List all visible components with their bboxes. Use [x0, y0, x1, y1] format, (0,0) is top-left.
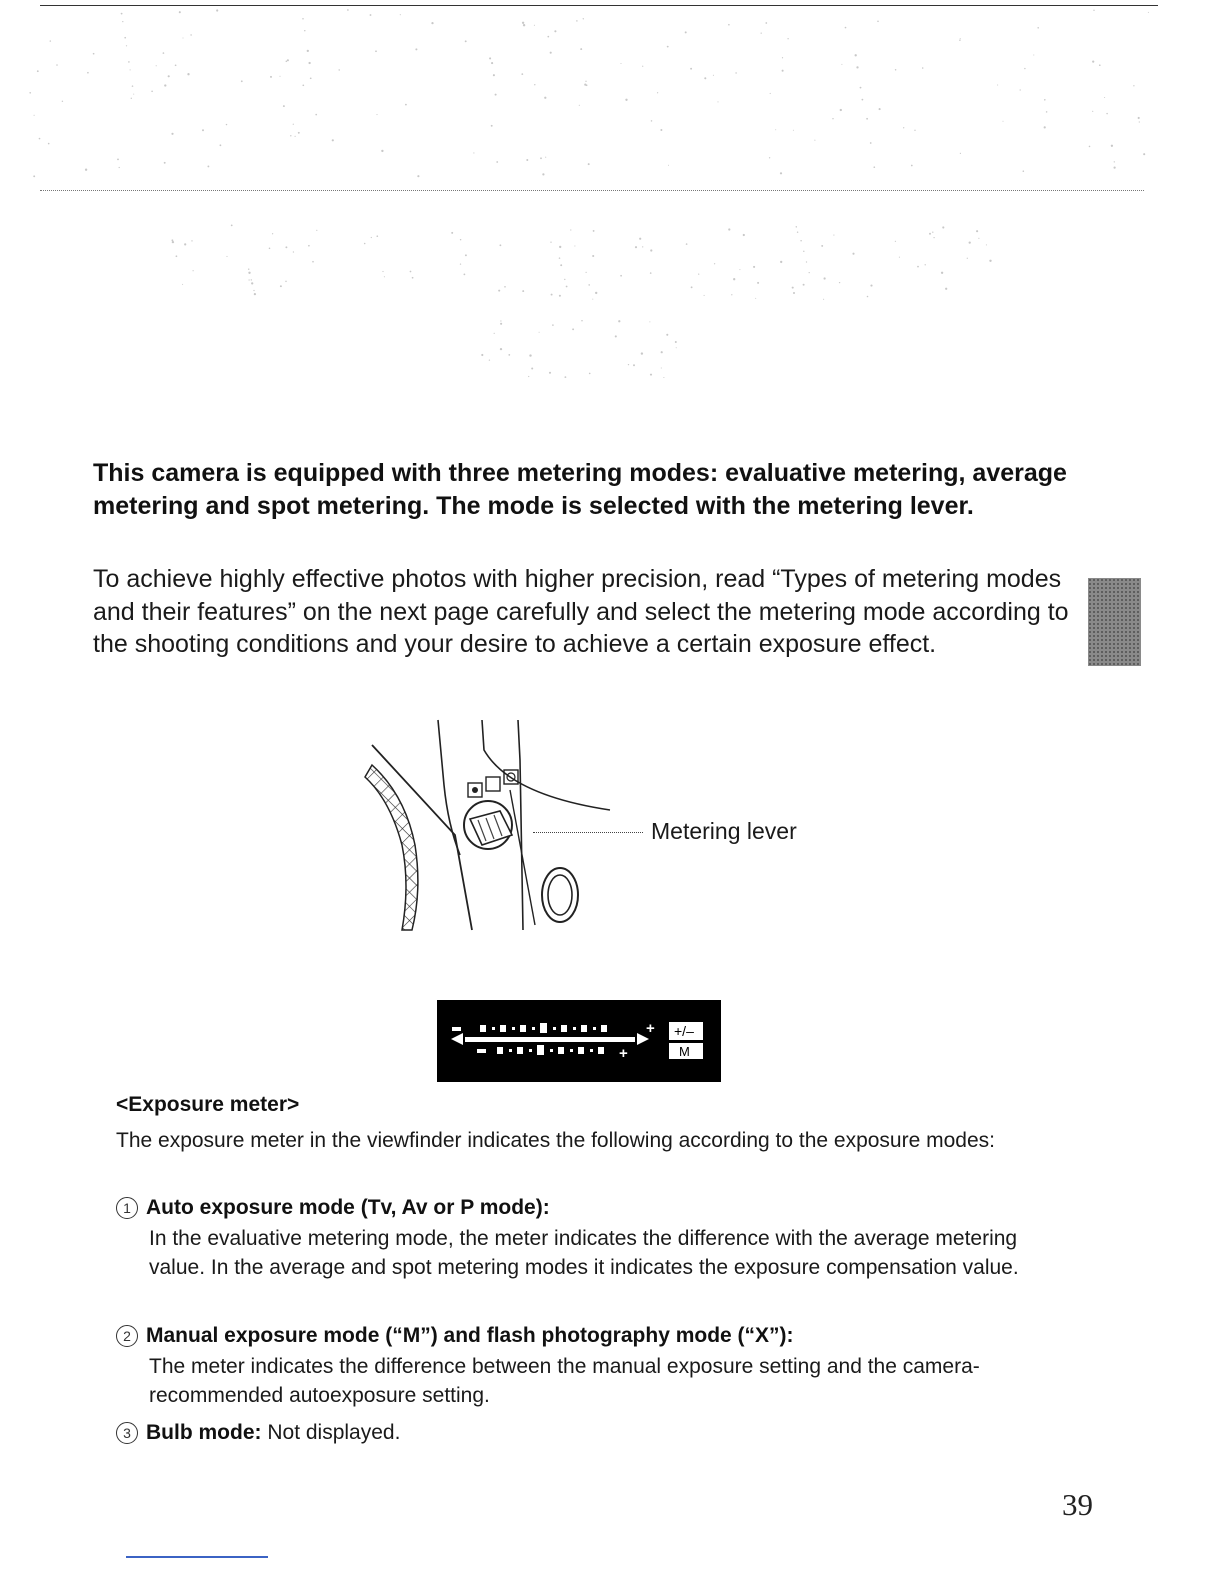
- exposure-meter-scale: [437, 1000, 721, 1082]
- bottom-rule: [126, 1556, 268, 1558]
- exposure-meter-heading: <Exposure meter>: [116, 1093, 300, 1116]
- page-number: 39: [1062, 1487, 1093, 1522]
- list-item: [116, 1420, 1076, 1446]
- list-item-heading: [116, 1420, 1076, 1446]
- meter-plus-sign: +: [646, 1020, 655, 1037]
- list-item-heading: [116, 1195, 1076, 1221]
- meter-minus-mark: [452, 1027, 461, 1031]
- exposure-meter-intro: The exposure meter in the viewfinder indicates the following according to the exposure modes:: [116, 1129, 995, 1152]
- list-item-inline-text: Not displayed.: [267, 1421, 401, 1444]
- metering-lever-callout: Metering lever: [651, 818, 797, 844]
- circled-number-2: 2: [116, 1325, 138, 1347]
- list-item: [116, 1323, 1076, 1410]
- body-paragraph: To achieve highly effective photos with higher precision, read “Types of metering modes and their features” on the next page carefully and select the metering mode according to the shooting conditions and your desire to achieve a certain exposure effect.: [93, 565, 1069, 658]
- circled-number-3: 3: [116, 1422, 138, 1444]
- plus-minus-icon: +/–: [674, 1023, 694, 1039]
- m-icon: M: [679, 1044, 690, 1059]
- list-item-heading: [116, 1323, 1076, 1349]
- list-item-text: In the evaluative metering mode, the meter indicates the difference with the average metering value. In the average and spot metering modes it indicates the exposure compensation value.: [149, 1227, 1019, 1279]
- list-item-title: Bulb mode:: [146, 1421, 262, 1444]
- lead-paragraph: This camera is equipped with three metering modes: evaluative metering, average metering and spot metering. The mode is selected with the metering lever.: [93, 459, 1067, 520]
- camera-metering-lever-illustration: [360, 715, 640, 940]
- circled-number-1: 1: [116, 1197, 138, 1219]
- callout-leader-line: [533, 832, 643, 833]
- header-rule: [40, 190, 1144, 191]
- top-rule: [40, 5, 1158, 6]
- list-item-title: Manual exposure mode (“M”) and flash photography mode (“X”):: [146, 1324, 794, 1347]
- list-item-title: Auto exposure mode (Tv, Av or P mode):: [146, 1196, 550, 1219]
- exposure-meter-display: [437, 1000, 721, 1082]
- list-item: [116, 1195, 1076, 1282]
- chapter-thumb-tab: [1088, 578, 1141, 666]
- list-item-text: The meter indicates the difference between the manual exposure setting and the camera-recommended autoexposure setting.: [149, 1355, 980, 1407]
- meter-plus-sign-lower: +: [619, 1045, 628, 1062]
- scan-speckle-area: [0, 0, 1224, 440]
